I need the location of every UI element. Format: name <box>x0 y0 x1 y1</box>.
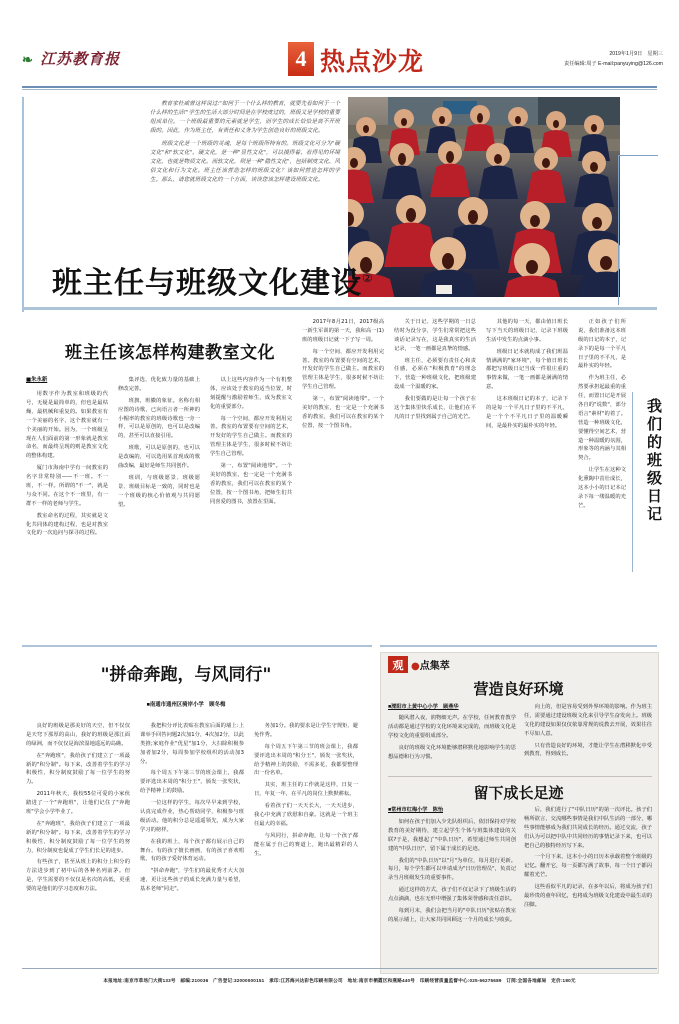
paragraph: 教室命名的过程，其实就是文化共同体的建构过程，也是对教室文化的一次追问与探寻的过程。 <box>26 512 108 537</box>
issue-meta <box>564 50 663 70</box>
paragraph: 用数字作为教室和班级的代号，无疑是最简单的，但也是最枯燥、最机械和重复的。如果教室有一个美丽的名字，这个教室就有一个美丽的开始。因为，一个班级呈现在人们面前的第一形象就是教室命名，而最终呈现的则是教室文化的整体构建。 <box>26 391 108 460</box>
paragraph: 作为班主任，必然要承担起最重的重任，而置日记是开展各自的"说数"，部分语言"素材"的着了。营造一种班级文化，要懂得空间艺术，营造一种温暖的氛围，形象等的内涵与其相契合。 <box>578 375 626 462</box>
opinion-section-divider <box>388 776 652 777</box>
lead-paragraph: 班级文化是一个班级的灵魂，是每个班级所特有的。班级文化可分为"硬文化"和"软文化"。硬文化，是一种"显性文化"，可以摸得着、看得见的环境文化，也就是物质文化。而软文化，则是一种"隐性文化"，包括制度文化、风俗文化和行为文化。班主任该营造怎样的班级文化？该如何营造怎样的学生。那么，请您就班级文化的一个方面，谈谈您该怎样建设班级文化。 <box>150 141 340 184</box>
paragraph: 在我的班上，每个孩子都有展示自己的舞台。有的孩子擅长画画，有的孩子喜欢唱歌，有的孩子爱好体育运动。 <box>140 838 244 863</box>
paragraph: 2011年秋天，我校55位可爱的小家伙踏进了一个"奔跑班"，让他们记住了"奔跑班"学会小学毕业了。 <box>26 791 130 816</box>
paragraph: 务加1分。我的要求是让学生守规矩、避免作秀。 <box>254 723 359 738</box>
paragraph: 其他的每一天，都由值日班长写下当天的班级日记，记录下班级生活中发生的点滴小事。 <box>486 319 568 343</box>
paragraph: 每到月末，我们会把当月的"中队日历"张贴在教室的展示墙上，让大家共同回顾这一个月的成长与收获。 <box>388 908 516 923</box>
paragraph: 一位这样的学生，每次早早来到学校，认真完成作业，热心帮助同学，积极参与班级活动。他的积分总是遥遥领先，成为大家学习的榜样。 <box>140 800 244 833</box>
article1-column <box>578 318 626 656</box>
header-rule <box>22 86 657 88</box>
article2-byline: ■南通市通州区骑岸小学 顾冬梅 <box>146 702 226 708</box>
header-rule-thin <box>22 89 657 90</box>
paragraph: 这本班级日记的本子，记录下的是每一个平凡日子里的不平凡，是一个个不平凡日子里的温暖瞬间，是最朴实的最朴实的年轻。 <box>486 396 568 429</box>
paragraph: 后，我们进行了"中队日历"的第一次评比。孩子们畅所欲言，交流哪些事情是我们中队生活的一部分，哪些事情能够成为我们共同成长的经历。通过交流，孩子们认为可以把中队中共同经历的事情记录下来，也可以把自己的独特经历写下来。 <box>524 807 652 849</box>
paragraph: 以上这些内容作为一个有机整体，应该处于教室的适当位置，时刻提醒与激励着师生，成为教室文化的重要部分。 <box>210 377 292 410</box>
paragraph: 我们要做的是让每一个孩子在这个集体里快乐成长，让他们在平凡的日子里找到属于自己的光芒。 <box>394 396 476 420</box>
leaf-icon: ❧ <box>22 53 34 68</box>
footer-rule <box>22 968 657 969</box>
article1-title: 班主任该怎样构建教室文化 <box>65 343 275 363</box>
opinion-section-title: 留下成长足迹 <box>473 784 564 802</box>
article1-vertical-title: 我们的班级日记 <box>645 398 663 524</box>
paragraph: 每一个空间，都应开发利用完善。教室的布置要有空间的艺术，开发好的学生自己做主。而教室的管理主体是学生，很多时候不妨让学生自己管理。 <box>302 348 384 391</box>
page-title <box>52 258 374 302</box>
paragraph: 班歌，可以是原创的，也可以是改编的，可以选用某首现成的歌曲改编，最好是师生共同创作。 <box>118 445 200 470</box>
opinion-column <box>388 818 516 968</box>
paragraph: 班旗，班徽的象征。名称有相应图的诗歌，已向语言者一所神的小帽率的教室的班级诗歌也一旁一样，可以是原创的，也可以是改编的，甚至可以直接引用。 <box>118 397 200 440</box>
lead-paragraph-box <box>150 100 340 189</box>
article1-column <box>210 376 292 656</box>
paragraph: 在"奔跑班"，我给孩子们建立了一项最新的"积分制"。每下来，改善着学生的学习积极性，积分制度鼓励了每一位学生的努力。 <box>26 752 130 786</box>
opinion-tag-text: ●点集萃 <box>411 661 450 672</box>
paragraph: 其实，班主任的工作就是这样，日复一日，年复一年，在平凡的岗位上默默耕耘。 <box>254 782 358 798</box>
paragraph: 每个周五下午第三节的班会课上，我都要评选出本周的"积分王"，颁发一张奖状，给予精神上的鼓励。 <box>140 770 244 795</box>
paragraph: 正如孩子们所说，我们准备这本班级的日记的本子，记录下的是每一个平凡日子里的不平凡，是最朴实的年轻。 <box>578 319 626 370</box>
lead-rail <box>22 97 24 312</box>
article1-column <box>26 376 108 656</box>
paragraph: 有些孩子，甚至从班上的积分上积分的方法进步到了初中后的各种名列前茅。但是，学生需要的不仅仅是名次的高低，更重要的是他们的学习态度和方法。 <box>26 859 130 893</box>
mid-rule-right <box>380 645 657 647</box>
paragraph: 只有营造良好的环境，才能让学生在潜移默化中受到教育，得到成长。 <box>524 742 652 758</box>
paragraph: 向上的，但是容易受到外界环境的影响。作为班主任，需要通过建设班级文化来引导学生奋发向上。班级文化的建设如果仅仅依靠常规的说教去开展，效果往往不尽如人意。 <box>524 704 652 737</box>
paragraph: 与风同行，拼命奔跑，让每一个孩子都能在属于自己的赛道上，跑出最精彩的人生。 <box>254 832 358 857</box>
page-title-text: 班主任与班级文化建设 <box>52 266 362 301</box>
opinion-column <box>524 703 652 777</box>
opinion-column <box>388 714 516 776</box>
paragraph: "拼命奔跑"，学生们的最优秀才大大加速，更让这些孩子的成长充满力量与希望，基本老师"同走"。 <box>140 868 244 893</box>
paragraph: 班训，与班级愿景、班级愿景、班级目标是一致的，同时也是一个班级的核心价值观与共同愿望。 <box>118 474 200 508</box>
paragraph: 厦门市海南中学有一间教室的名字非常特别——不一班。不一班，不一样。所谓的"不一"，就是与众不同。在这个不一班里，有一群不一样的老师与学生。 <box>26 465 108 507</box>
paragraph: 如何在孩子们加入少先队组织后，依旧保持对学校教育的美好期待，建立起学生个体与班集体建设的关联?于是，我想起了"中队日历"，希望通过师生共同创建的"中队日历"，留下属于成长的足迹。 <box>388 819 516 852</box>
opinion-section-byline: ■常州市红梅小学 陈怡 <box>388 807 444 813</box>
paragraph: 班级日记本就构成了我们班温情满满的"家环境"，每个值日班长都把写班级日记当成一件很庄重的事情来做，一笔一画都是满满的情意。 <box>486 348 568 391</box>
opinion-section-title: 营造良好环境 <box>473 680 564 698</box>
paper-name: 江苏教育报 <box>40 50 121 68</box>
photo-accent-line-v <box>618 155 619 305</box>
vertical-title-rule <box>632 392 633 572</box>
opinion-tag-label: 点集萃 <box>419 661 450 672</box>
article1-column <box>486 318 568 656</box>
article1-column <box>394 318 476 656</box>
paragraph: 每个周五下午第三节的班会课上，我都要评选出本周的"积分王"，颁发一张奖状，给予精神上的鼓励，不需多花，我都要整理出一份名单。 <box>254 743 358 777</box>
paragraph: 第一，布置"阅读地带"。一个美好的教室，也一定是一个充满书香的教室，我们可以在教室的某个位置，按一个图书角，把师生们共同喜爱的图书，放置在里面。 <box>210 463 292 505</box>
article1-column <box>302 318 384 656</box>
paragraph: 通过这样的方式，孩子们不仅记录下了班级生活的点点滴滴，也在无形中增强了集体荣誉感和责任意识。 <box>388 887 516 903</box>
paragraph: 每一个空间，都应开发利用完善。教室的布置要有空间的艺术，开发好的学生自己做主。而教室的管理主体是学生，很多时候不妨让学生自己管理。 <box>210 415 292 458</box>
paragraph: 集评选、优化致力量的基础上修改完善。 <box>118 377 200 392</box>
headline-photo <box>348 97 620 297</box>
paragraph: 班主任，必须要有责任心和责任感，必须在"积极教育"的理念下，营造一种班级文化，把班级建设成一个温暖的家。 <box>394 357 476 391</box>
lead-paragraph: 教育家杜威曾这样说过:"如何于一个什么样的教育，就要先看如何于一个什么样的生活!"学生的生活大部分时间是在学校度过的，班级又是学校的重要组成单位。一个班级最重要的元素就是学生，而学生的成长恰恰是离不开班级的。因此，作为班主任，有责任和义务为学生创造良好的班级文化。 <box>150 101 340 135</box>
opinion-tag <box>388 656 450 673</box>
paragraph: 这些看似平凡的记录，在多年以后，将成为孩子们最珍贵的童年回忆，也将成为班级文化建设中最生动的注脚。 <box>524 884 652 908</box>
article2-column <box>26 722 130 972</box>
article2-column <box>140 722 244 972</box>
page-title-superscript: ② <box>362 271 374 285</box>
photo-illustration <box>348 97 620 297</box>
opinion-column <box>524 806 652 968</box>
article1-column <box>118 376 200 656</box>
section-title: 热点沙龙 <box>320 47 425 76</box>
paragraph: 良好的班级文化环境能够潜移默化地影响学生的思想品德和行为习惯。 <box>388 744 516 760</box>
article2-column <box>254 722 358 972</box>
footer-imprint: 本报地址:南京市草场门大街133号 邮编:210036 广告登记:32000000151 承印:江苏海兴达彩色印刷有限公司 地址:南京市栖霞区和燕路440号 印刷经营质量监督中心:025-66275689 订阅:全国各地邮局 定价:180元 <box>103 978 576 983</box>
paragraph: 关于日记、这些学期的一日总结时为没分享，学生们常常把这些谈话记录写在，这是我真实的生活记录，一笔一画都是真挚的情感。 <box>394 319 476 352</box>
article-byline: ■朱永新 <box>26 377 48 383</box>
paragraph: 让学生在这种文化熏陶中茁壮成长，这本小小的日记本记录下每一缕温暖的光芒。 <box>578 467 626 509</box>
opinion-section-byline: ■溧阳市上黄中心小学 顾燕华 <box>388 704 459 710</box>
headline-rule <box>22 307 657 310</box>
paragraph: 2017年8月21日，2017级高一新生军训的第一天，我和高一(1)班的班级日记就一下子写一周。 <box>302 319 384 343</box>
paragraph: 在"奔跑班"，我给孩子们建立了一项最新的"积分制"。每下来，改善着学生的学习积极性，积分制度鼓励了每一位学生的努力，积分制度也促成了学生们长足的进步。 <box>26 820 130 854</box>
paragraph: 看着孩子们一天天长大，一天天进步，我心中充满了欣慰和自豪。这就是一个班主任最大的幸福。 <box>254 803 358 827</box>
paragraph: 良好的班级是那美好的天空，但不仅仅是天穹下那厚的高山，我好的班级是那江面的绿洲，而不仅仅是海滨湿地遥远的岛礁。 <box>26 723 130 747</box>
paragraph: 我们的"中队日历"以"月"为单位，每月进行更新。每月，每个学生都可以申请成为"日历管理员"，负责记录当月班级发生的重要事件。 <box>388 857 516 882</box>
opinion-tag-char: 观 <box>388 656 408 673</box>
paragraph: 随风潜入夜，润物细无声。在学校，任何教育教学活动都是通过学校的文化环境来完成的，而班级文化是学校文化的重要组成部分。 <box>388 715 516 739</box>
editor-line: 责任编辑:周子 E-mail:panyuying@126.com <box>564 60 663 67</box>
mid-rule-left <box>22 645 372 647</box>
article2-title: "拼命奔跑，与风同行" <box>100 665 272 685</box>
paper-logo <box>22 48 120 69</box>
paragraph: 我把积分评比表贴在教室后面的墙上:上课举手回答问题2次加1分，4次加2分，以此类推;家庭作业"优星"加1分，大扫除积极参加者加2分，每周参加学校组织的活动加3分。 <box>140 723 244 765</box>
date-line: 2019年1月9日 星期三 <box>609 51 663 57</box>
photo-accent-line-h <box>618 155 658 156</box>
section-banner <box>288 42 424 76</box>
masthead <box>0 38 679 86</box>
paragraph: 一个月下来，这本小小的日历本承载着整个班级的记忆。翻开它，每一页都写满了故事，每一个日子都闪耀着光芒。 <box>524 854 652 879</box>
page-number: 4 <box>288 42 314 76</box>
paragraph: 第一，布置"阅读地带"。一个美好的教室，也一定是一个充满书香的教室，我们可以在教室的某个位置，按一个图书角。 <box>302 396 384 429</box>
